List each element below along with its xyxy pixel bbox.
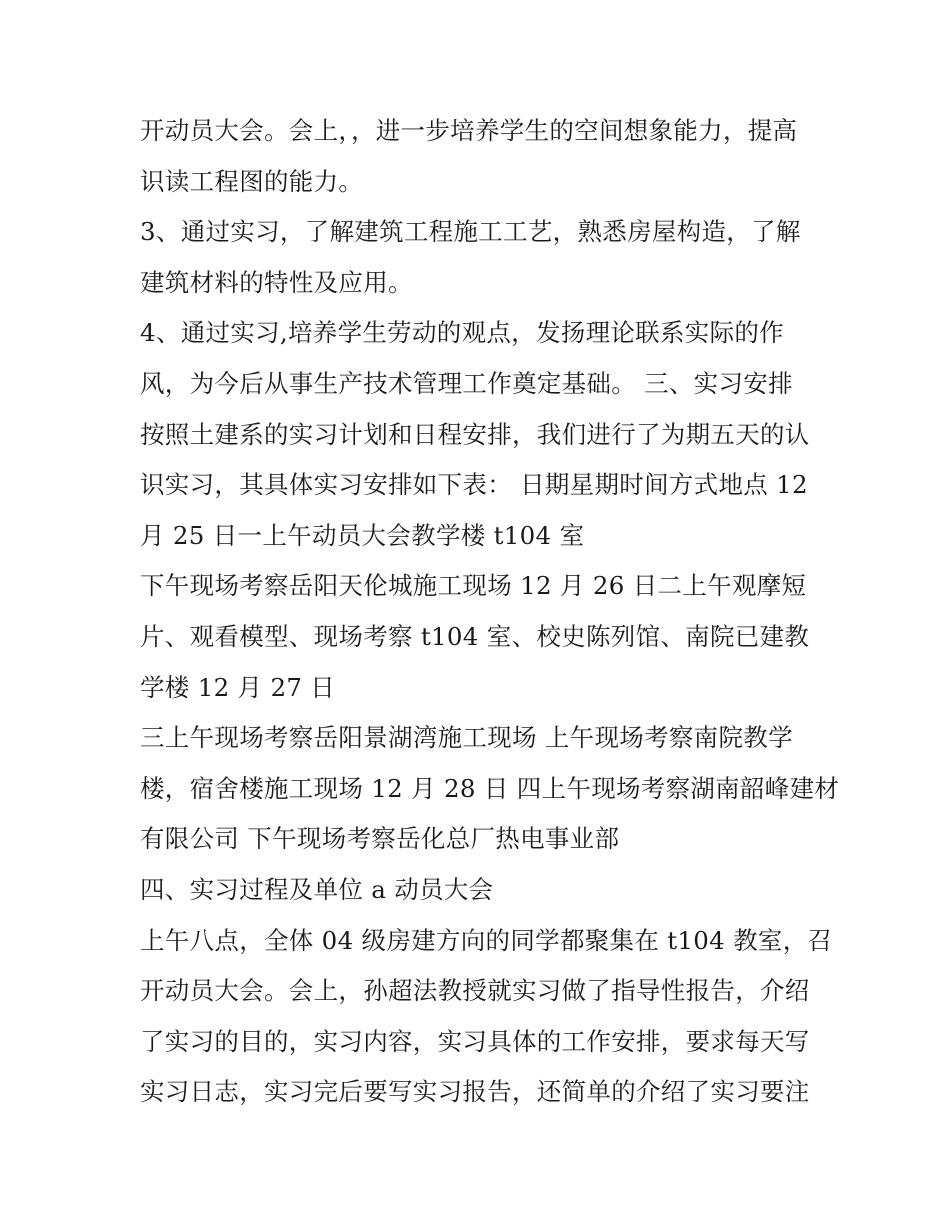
text-line: 下午现场考察岳阳天伦城施工现场 12 月 26 日二上午观摩短	[140, 571, 807, 601]
text-line: 学楼 12 月 27 日	[140, 672, 336, 702]
text-line: 实习日志，实习完后要写实习报告，还简单的介绍了实习要注	[140, 1077, 810, 1107]
text-line: 片、观看模型、现场考察 t104 室、校史陈列馆、南院已建教	[140, 621, 810, 651]
text-line: 上午八点，全体 04 级房建方向的同学都聚集在 t104 教室，召	[140, 925, 833, 955]
text-line: 风，为今后从事生产技术管理工作奠定基础。 三、实习安排	[140, 368, 793, 398]
text-line: 开动员大会。会上，，进一步培养学生的空间想象能力，提高	[140, 116, 798, 145]
text-line: 开动员大会。会上，孙超法教授就实习做了指导性报告，介绍	[140, 976, 810, 1006]
text-line: 月 25 日一上午动员大会教学楼 t104 室	[140, 520, 585, 550]
text-line: 建筑材料的特性及应用。	[140, 267, 413, 297]
text-line: 3、通过实习，了解建筑工程施工工艺，熟悉房屋构造，了解	[140, 217, 801, 247]
text-line: 识实习，其具体实习安排如下表： 日期星期时间方式地点 12	[140, 470, 808, 500]
text-line: 三上午现场考察岳阳景湖湾施工现场 上午现场考察南院教学	[140, 723, 793, 753]
section-heading: 四、实习过程及单位 a 动员大会	[140, 874, 494, 904]
body-text	[140, 106, 840, 1118]
text-line: 识读工程图的能力。	[140, 166, 364, 196]
text-line: 了实习的目的，实习内容，实习具体的工作安排，要求每天写	[140, 1026, 810, 1056]
text-line: 4、通过实习,培养学生劳动的观点，发扬理论联系实际的作	[140, 318, 784, 348]
text-line: 按照土建系的实习计划和日程安排，我们进行了为期五天的认	[140, 419, 810, 449]
text-line: 楼，宿舍楼施工现场 12 月 28 日 四上午现场考察湖南韶峰建材	[140, 773, 840, 803]
text-line: 有限公司 下午现场考察岳化总厂热电事业部	[140, 824, 620, 854]
